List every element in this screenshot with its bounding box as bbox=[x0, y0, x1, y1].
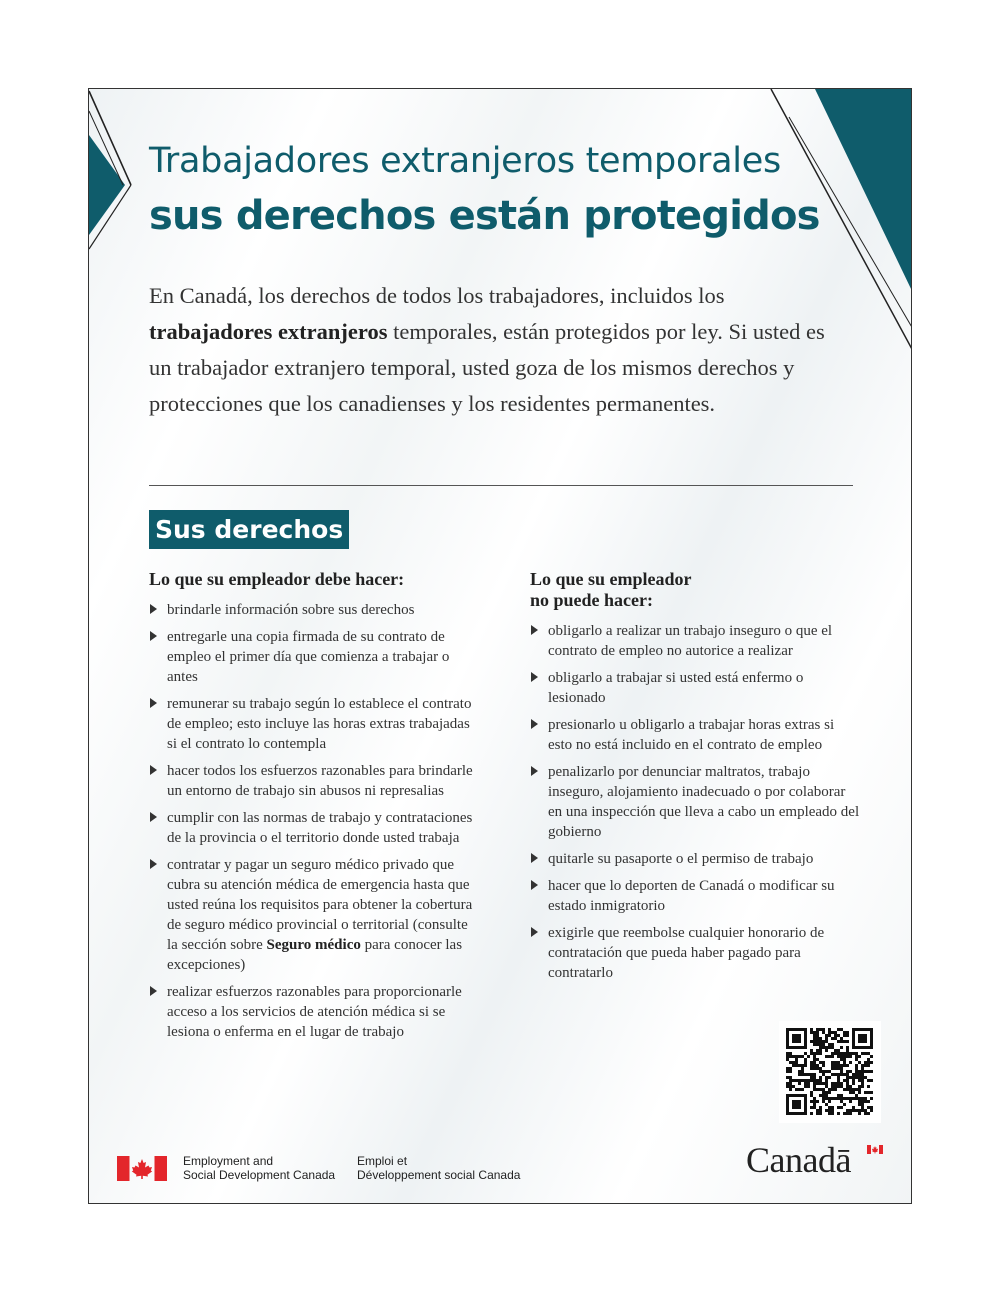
cannot-do-column bbox=[530, 569, 860, 990]
title-line-2: sus derechos están protegidos bbox=[149, 193, 820, 239]
department-name-fr: Emploi et Développement social Canada bbox=[357, 1154, 521, 1182]
bullet-triangle-icon bbox=[150, 859, 157, 869]
list-item: hacer todos los esfuerzos razonables para brindarle un entorno de trabajo sin abusos ni represalias bbox=[149, 761, 479, 801]
bullet-triangle-icon bbox=[150, 812, 157, 822]
bullet-triangle-icon bbox=[531, 927, 538, 937]
qr-code-graphic bbox=[779, 1021, 881, 1123]
bullet-triangle-icon bbox=[531, 625, 538, 635]
list-item: hacer que lo deporten de Canadá o modificar su estado inmigratorio bbox=[530, 876, 860, 916]
canada-wordmark-flag-icon bbox=[867, 1145, 883, 1154]
list-item: contratar y pagar un seguro médico privado que cubra su atención médica de emergencia hasta que usted reúna los requisitos para obtener la cobertura de seguro médico provincial o territorial (consulte la sección sobre Seguro médico para conocer las excepciones) bbox=[149, 855, 479, 975]
bullet-triangle-icon bbox=[531, 853, 538, 863]
list-item: obligarlo a trabajar si usted está enfermo o lesionado bbox=[530, 668, 860, 708]
canada-wordmark: Canadā bbox=[746, 1140, 851, 1180]
bullet-triangle-icon bbox=[150, 698, 157, 708]
list-item: penalizarlo por denunciar maltratos, trabajo inseguro, alojamiento inadecuado o por colaborar en una inspección que lleva a cabo un empleado del gobierno bbox=[530, 762, 860, 842]
bullet-triangle-icon bbox=[531, 766, 538, 776]
intro-paragraph bbox=[149, 278, 849, 422]
insurance-link-text: Seguro médico bbox=[266, 937, 361, 953]
bullet-triangle-icon bbox=[150, 604, 157, 614]
canada-flag-icon bbox=[117, 1156, 167, 1181]
intro-text-1: En Canadá, los derechos de todos los trabajadores, incluidos los bbox=[149, 283, 725, 308]
section-label: Sus derechos bbox=[149, 510, 349, 549]
list-item: cumplir con las normas de trabajo y contrataciones de la provincia o el territorio donde usted trabaja bbox=[149, 808, 479, 848]
list-item: exigirle que reembolse cualquier honorario de contratación que pueda haber pagado para contratarlo bbox=[530, 923, 860, 983]
list-item: remunerar su trabajo según lo establece el contrato de empleo; esto incluye las horas extras trabajadas si el contrato lo contempla bbox=[149, 694, 479, 754]
list-item: realizar esfuerzos razonables para proporcionarle acceso a los servicios de atención médica si se lesiona o enferma en el lugar de trabajo bbox=[149, 982, 479, 1042]
must-do-column bbox=[149, 569, 479, 1049]
intro-text-2: temporales, están protegidos por ley. Si usted es un trabajador extranjero temporal, usted goza de los mismos derechos y protecciones que los canadienses y los residentes permanentes. bbox=[149, 319, 825, 416]
list-item: brindarle información sobre sus derechos bbox=[149, 600, 479, 620]
bullet-triangle-icon bbox=[531, 880, 538, 890]
list-item: entregarle una copia firmada de su contrato de empleo el primer día que comienza a trabajar o antes bbox=[149, 627, 479, 687]
list-item: quitarle su pasaporte o el permiso de trabajo bbox=[530, 849, 860, 869]
qr-code-icon[interactable] bbox=[779, 1021, 881, 1123]
bullet-triangle-icon bbox=[150, 631, 157, 641]
bullet-triangle-icon bbox=[150, 765, 157, 775]
must-do-heading: Lo que su empleador debe hacer: bbox=[149, 569, 405, 589]
intro-bold-text: trabajadores extranjeros bbox=[149, 319, 388, 344]
cannot-do-list bbox=[530, 621, 860, 983]
divider bbox=[149, 485, 853, 486]
cannot-do-heading: Lo que su empleador no puede hacer: bbox=[530, 569, 692, 610]
bullet-triangle-icon bbox=[150, 986, 157, 996]
title-line-1: Trabajadores extranjeros temporales bbox=[149, 141, 781, 181]
poster bbox=[88, 88, 912, 1204]
must-do-list bbox=[149, 600, 479, 1042]
bullet-triangle-icon bbox=[531, 719, 538, 729]
list-item: presionarlo u obligarlo a trabajar horas extras si esto no está incluido en el contrato de empleo bbox=[530, 715, 860, 755]
bullet-triangle-icon bbox=[531, 672, 538, 682]
list-item: obligarlo a realizar un trabajo inseguro o que el contrato de empleo no autorice a realizar bbox=[530, 621, 860, 661]
department-name-en: Employment and Social Development Canada bbox=[183, 1154, 336, 1182]
